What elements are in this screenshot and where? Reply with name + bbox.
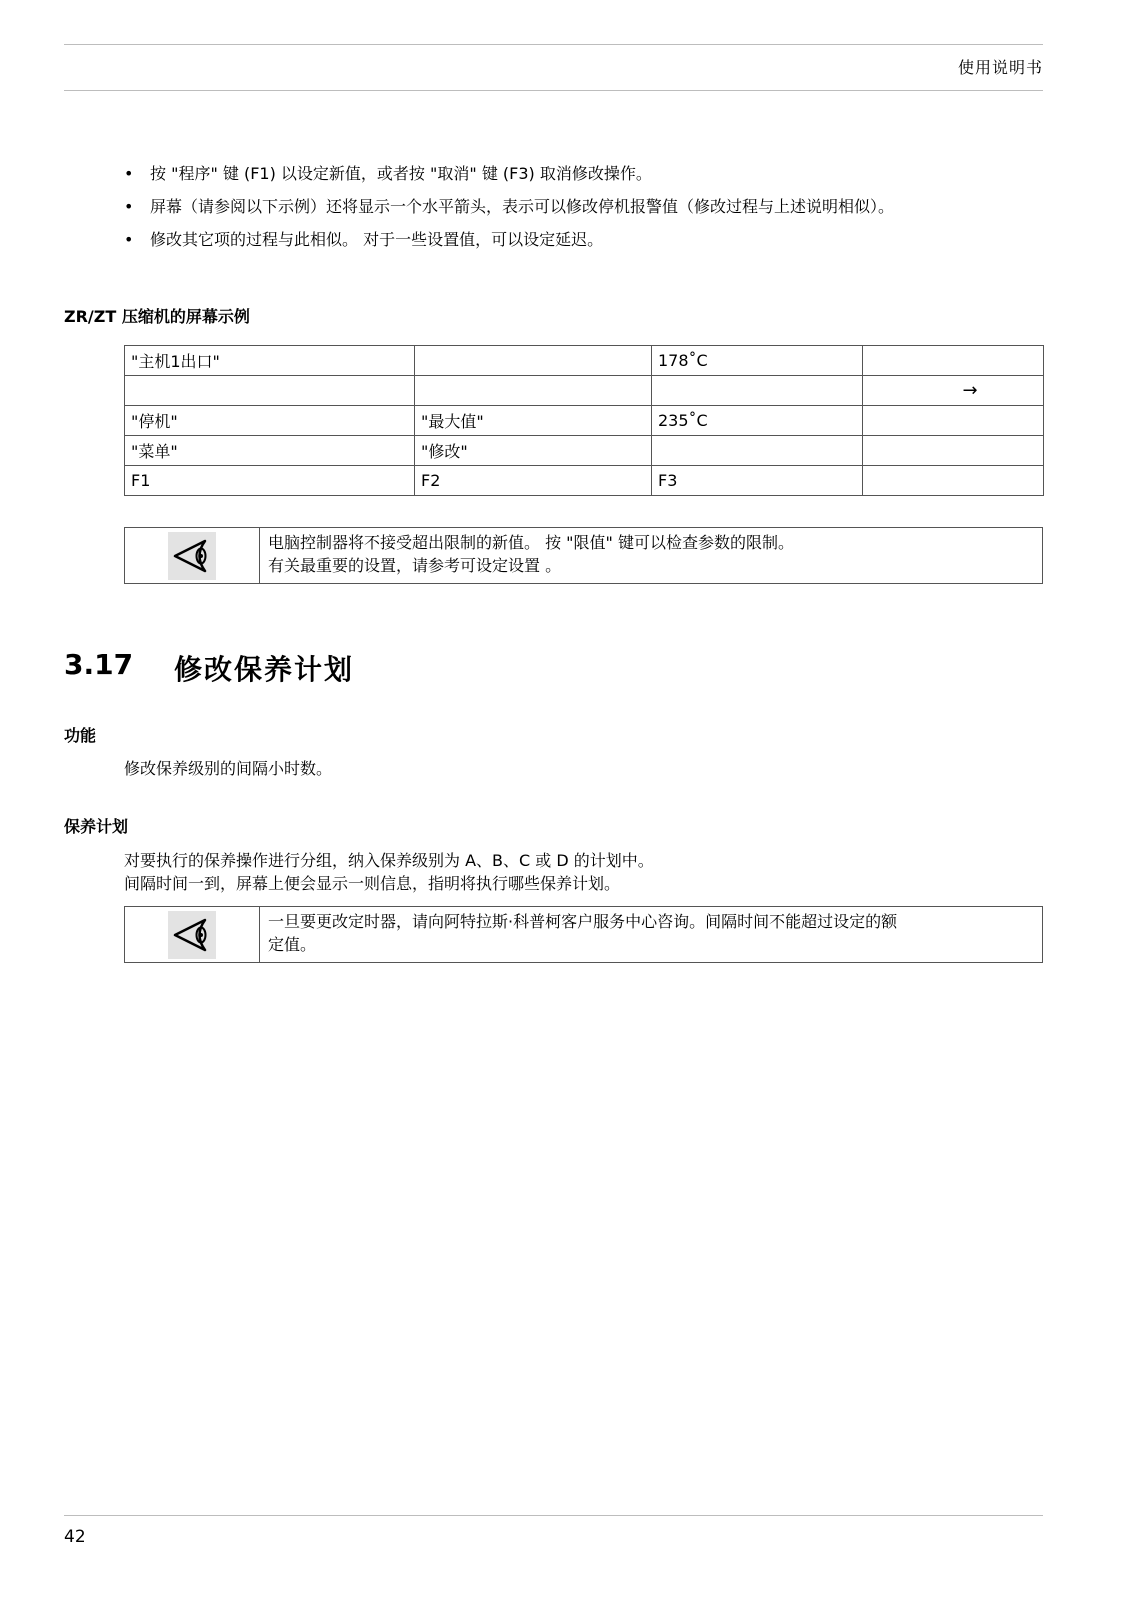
bullet-symbol: • [124, 230, 134, 249]
arrow-right-icon: → [863, 376, 1044, 406]
table-cell [652, 376, 863, 406]
table-row [125, 406, 1044, 436]
table-cell: 235˚C [652, 406, 863, 436]
note-box [124, 527, 1043, 584]
note-line: 电脑控制器将不接受超出限制的新值。 按 "限值" 键可以检查参数的限制。 [268, 533, 794, 552]
table-cell: "停机" [125, 406, 415, 436]
maintenance-heading: 保养计划 [64, 817, 129, 836]
note-box [124, 906, 1043, 963]
page-number: 42 [64, 1527, 86, 1547]
eye-icon [168, 911, 216, 959]
section-title: 修改保养计划 [174, 653, 355, 686]
table-cell [652, 436, 863, 466]
table-cell [415, 376, 652, 406]
table-cell: F2 [415, 466, 652, 496]
table-cell: "最大值" [415, 406, 652, 436]
header-bottom-rule [64, 90, 1043, 91]
table-cell [863, 406, 1044, 436]
table-cell [863, 436, 1044, 466]
header-top-rule [64, 44, 1043, 45]
table-cell: "菜单" [125, 436, 415, 466]
instruction-list [122, 160, 1043, 259]
screen-example-table [124, 345, 1044, 496]
bullet-symbol: • [124, 197, 134, 216]
note-line: 一旦要更改定时器，请向阿特拉斯·科普柯客户服务中心咨询。间隔时间不能超过设定的额 [268, 912, 898, 931]
table-row [125, 436, 1044, 466]
paragraph-line: 间隔时间一到，屏幕上便会显示一则信息，指明将执行哪些保养计划。 [124, 874, 621, 893]
table-cell [863, 466, 1044, 496]
table-cell: F3 [652, 466, 863, 496]
table-row [125, 376, 1044, 406]
note-icon-cell [125, 907, 260, 962]
eye-icon [168, 532, 216, 580]
list-item [122, 160, 1043, 188]
table-row [125, 466, 1044, 496]
section-number: 3.17 [64, 648, 134, 681]
table-cell [125, 376, 415, 406]
note-line: 定值。 [268, 935, 317, 954]
table-cell: "修改" [415, 436, 652, 466]
note-text [260, 528, 802, 583]
maintenance-text [124, 849, 654, 895]
table-cell [415, 346, 652, 376]
note-line: 有关最重要的设置，请参考可设定设置 。 [268, 556, 562, 575]
list-item-text: 修改其它项的过程与此相似。 对于一些设置值，可以设定延迟。 [150, 230, 604, 249]
screen-example-caption: ZR/ZT 压缩机的屏幕示例 [64, 307, 250, 326]
note-text [260, 907, 905, 962]
section-heading [64, 648, 354, 688]
bullet-symbol: • [124, 164, 134, 183]
list-item [122, 226, 1043, 254]
footer-rule [64, 1515, 1043, 1516]
header-title: 使用说明书 [957, 58, 1043, 77]
function-heading: 功能 [64, 726, 97, 745]
table-cell: "主机1出口" [125, 346, 415, 376]
list-item [122, 193, 1043, 221]
function-text: 修改保养级别的间隔小时数。 [124, 759, 333, 778]
table-cell [863, 346, 1044, 376]
table-row [125, 346, 1044, 376]
list-item-text: 屏幕（请参阅以下示例）还将显示一个水平箭头，表示可以修改停机报警值（修改过程与上述说明相似）。 [150, 197, 895, 216]
table-cell: 178˚C [652, 346, 863, 376]
paragraph-line: 对要执行的保养操作进行分组，纳入保养级别为 A、B、C 或 D 的计划中。 [124, 851, 654, 870]
table-cell: F1 [125, 466, 415, 496]
note-icon-cell [125, 528, 260, 583]
list-item-text: 按 "程序" 键 (F1) 以设定新值，或者按 "取消" 键 (F3) 取消修改操作。 [150, 164, 652, 183]
